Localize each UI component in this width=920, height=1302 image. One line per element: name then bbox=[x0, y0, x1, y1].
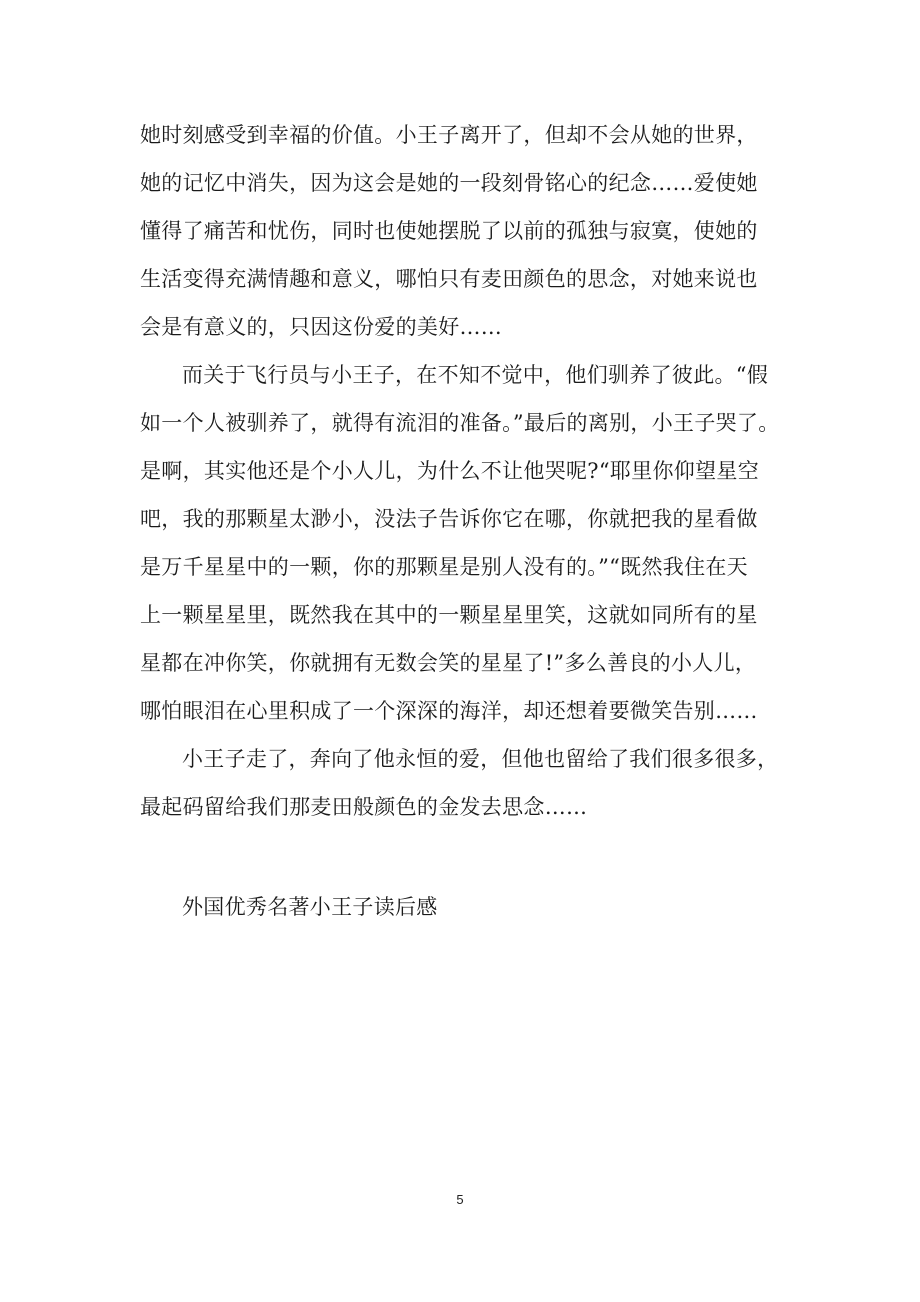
text-line: 懂得了痛苦和忧伤，同时也使她摆脱了以前的孤独与寂寞，使她的 bbox=[140, 219, 758, 243]
text-line: 会是有意义的，只因这份爱的美好…… bbox=[140, 315, 503, 339]
text-line: 是万千星星中的一颗，你的那颗星是别人没有的。”“既然我住在天 bbox=[140, 555, 748, 579]
paragraph-start-line: 小王子走了，奔向了他永恒的爱，但他也留给了我们很多很多， bbox=[182, 747, 779, 771]
text-line: 她的记忆中消失，因为这会是她的一段刻骨铭心的纪念……爱使她 bbox=[140, 171, 758, 195]
text-line: 如一个人被驯养了，就得有流泪的准备。”最后的离别，小王子哭了。 bbox=[140, 411, 780, 435]
page-number: 5 bbox=[456, 1192, 464, 1207]
text-line: 星都在冲你笑，你就拥有无数会笑的星星了!”多么善良的小人儿， bbox=[140, 651, 757, 675]
text-line: 是啊，其实他还是个小人儿，为什么不让他哭呢?“耶里你仰望星空 bbox=[140, 459, 759, 483]
paragraph-start-line: 而关于飞行员与小王子，在不知不觉中，他们驯养了彼此。“假 bbox=[182, 363, 769, 387]
text-line: 上一颗星星里，既然我在其中的一颗星星里笑，这就如同所有的星 bbox=[140, 603, 758, 627]
text-line: 她时刻感受到幸福的价值。小王子离开了，但却不会从她的世界， bbox=[140, 123, 758, 147]
text-line: 生活变得充满情趣和意义，哪怕只有麦田颜色的思念，对她来说也 bbox=[140, 267, 758, 291]
text-line: 最起码留给我们那麦田般颜色的金发去思念…… bbox=[140, 795, 588, 819]
text-line: 吧，我的那颗星太渺小，没法子告诉你它在哪，你就把我的星看做 bbox=[140, 507, 758, 531]
section-heading: 外国优秀名著小王子读后感 bbox=[182, 895, 438, 919]
text-line: 哪怕眼泪在心里积成了一个深深的海洋，却还想着要微笑告别…… bbox=[140, 699, 758, 723]
